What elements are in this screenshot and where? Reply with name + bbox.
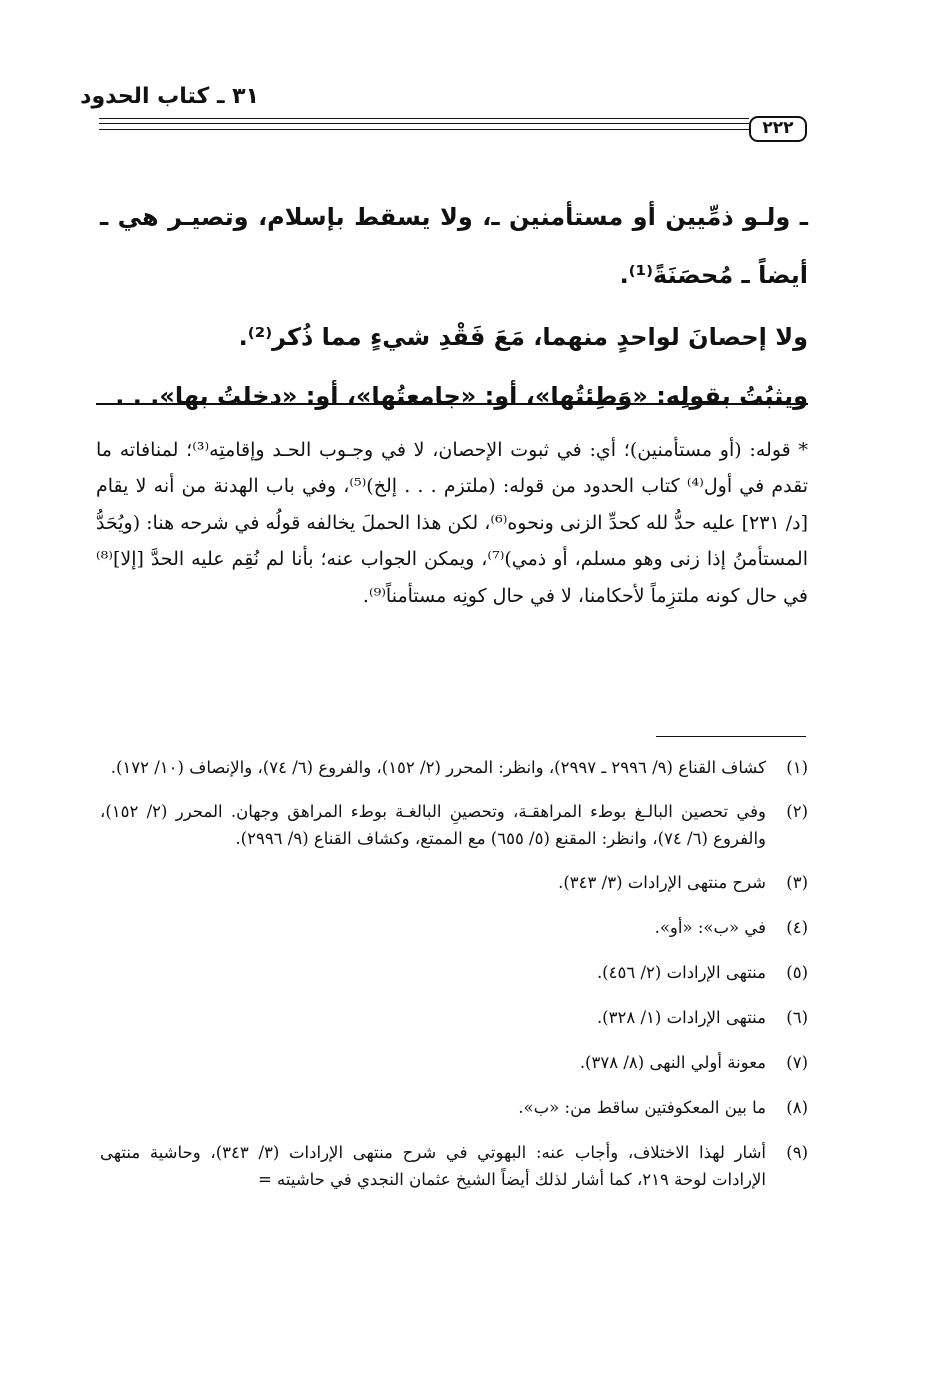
footnote-text: منتهى الإرادات (١/ ٣٢٨). [596, 1008, 766, 1027]
header-rule-bottom [99, 129, 749, 130]
footnote-text: منتهى الإرادات (٢/ ٤٥٦). [596, 963, 766, 982]
main-text-paragraph-1: ـ ولـو ذمِّيين أو مستأمنين ـ، ولا يسقط بإسلام، وتصيـر هي ـ أيضاً ـ مُحصَنَةً⁽¹⁾. [100, 203, 808, 289]
footnote-5 [100, 959, 808, 986]
main-text-paragraph-2: ولا إحصانَ لواحدٍ منهما، مَعَ فَقْدِ شيءٍ مما ذُكر⁽²⁾. [238, 323, 808, 351]
footnote-number: (٤) [786, 918, 808, 937]
footnote-number: (٣) [786, 873, 808, 892]
footnote-1 [100, 754, 808, 781]
footnote-number: (٦) [786, 1008, 808, 1027]
main-text-paragraph-3: ويثبُتُ بقولِه: «وَطِئتُها»، أو: «جامعتُها»، أو: «دخلتُ بها». . . [115, 382, 808, 410]
header-rule-middle [99, 123, 749, 124]
header-rule-top [99, 118, 749, 119]
footnote-text: معونة أولي النهى (٨/ ٣٧٨). [579, 1053, 766, 1072]
footnote-2 [100, 798, 808, 852]
footnote-number: (٧) [786, 1053, 808, 1072]
page-header [80, 84, 807, 142]
footnote-8 [100, 1094, 808, 1121]
main-text-separator [96, 403, 808, 405]
chapter-title: ٣١ ـ كتاب الحدود [80, 84, 259, 109]
footnote-7 [100, 1049, 808, 1076]
footnote-3 [100, 869, 808, 896]
footnote-number: (٢) [786, 802, 808, 821]
footnote-text: في «ب»: «أو». [654, 918, 766, 937]
footnote-number: (٥) [786, 963, 808, 982]
footnote-number: (١) [786, 758, 808, 777]
footnote-text: أشار لهذا الاختلاف، وأجاب عنه: البهوتي في شرح منتهى الإرادات (٣/ ٣٤٣)، وحاشية منتهى الإرادات لوحة ٢١٩، كما أشار لذلك أيضاً الشيخ عثمان النجدي في حاشيته = [100, 1143, 766, 1189]
footnote-text: ما بين المعكوفتين ساقط من: «ب». [518, 1098, 766, 1117]
footnote-text: كشاف القناع (٩/ ٢٩٩٦ ـ ٢٩٩٧)، وانظر: المحرر (٢/ ١٥٢)، والفروع (٦/ ٧٤)، والإنصاف (١٠/ ١٧٢). [110, 758, 766, 777]
commentary-paragraph: * قوله: (أو مستأمنين)؛ أي: في ثبوت الإحصان، لا في وجـوب الحـد وإقامتِه⁽³⁾؛ لمنافاته ما تقدم في أول⁽⁴⁾ كتاب الحدود من قوله: (ملتزم . . . إلخ)⁽⁵⁾، وفي باب الهدنة من أنه لا يقام [د/ ٢٣١] عليه حدُّ لله كحدِّ الزنى ونحوه⁽⁶⁾، لكن هذا الحملَ يخالفه قولُه في شرحه هنا: (ويُحَدُّ المستأمنُ إذا زنى وهو مسلم، أو ذمي)⁽⁷⁾، ويمكن الجواب عنه؛ بأنا لم نُقِم عليه الحدَّ [إلا]⁽⁸⁾ في حال كونه ملتزِماً لأحكامنا، لا في حال كونِه مستأمناً⁽⁹⁾. [96, 439, 809, 607]
footnote-text: شرح منتهى الإرادات (٣/ ٣٤٣). [558, 873, 766, 892]
footnote-number: (٩) [786, 1143, 808, 1162]
footnote-number: (٨) [786, 1098, 808, 1117]
footnote-text: وفي تحصين البالـغ بوطء المراهقـة، وتحصينِ البالغـة بوطء المراهق وجهان. المحرر (٢/ ١٥٢)، والفروع (٦/ ٧٤)، وانظر: المقنع (٥/ ٦٥٥) مع الممتع، وكشاف القناع (٩/ ٢٩٩٦). [100, 802, 766, 848]
footnote-6 [100, 1004, 808, 1031]
page-number: ٢٢٢ [749, 116, 807, 142]
footnotes-separator [656, 736, 806, 737]
footnotes-list [100, 754, 808, 1210]
footnote-9 [100, 1139, 808, 1193]
footnote-4 [100, 914, 808, 941]
